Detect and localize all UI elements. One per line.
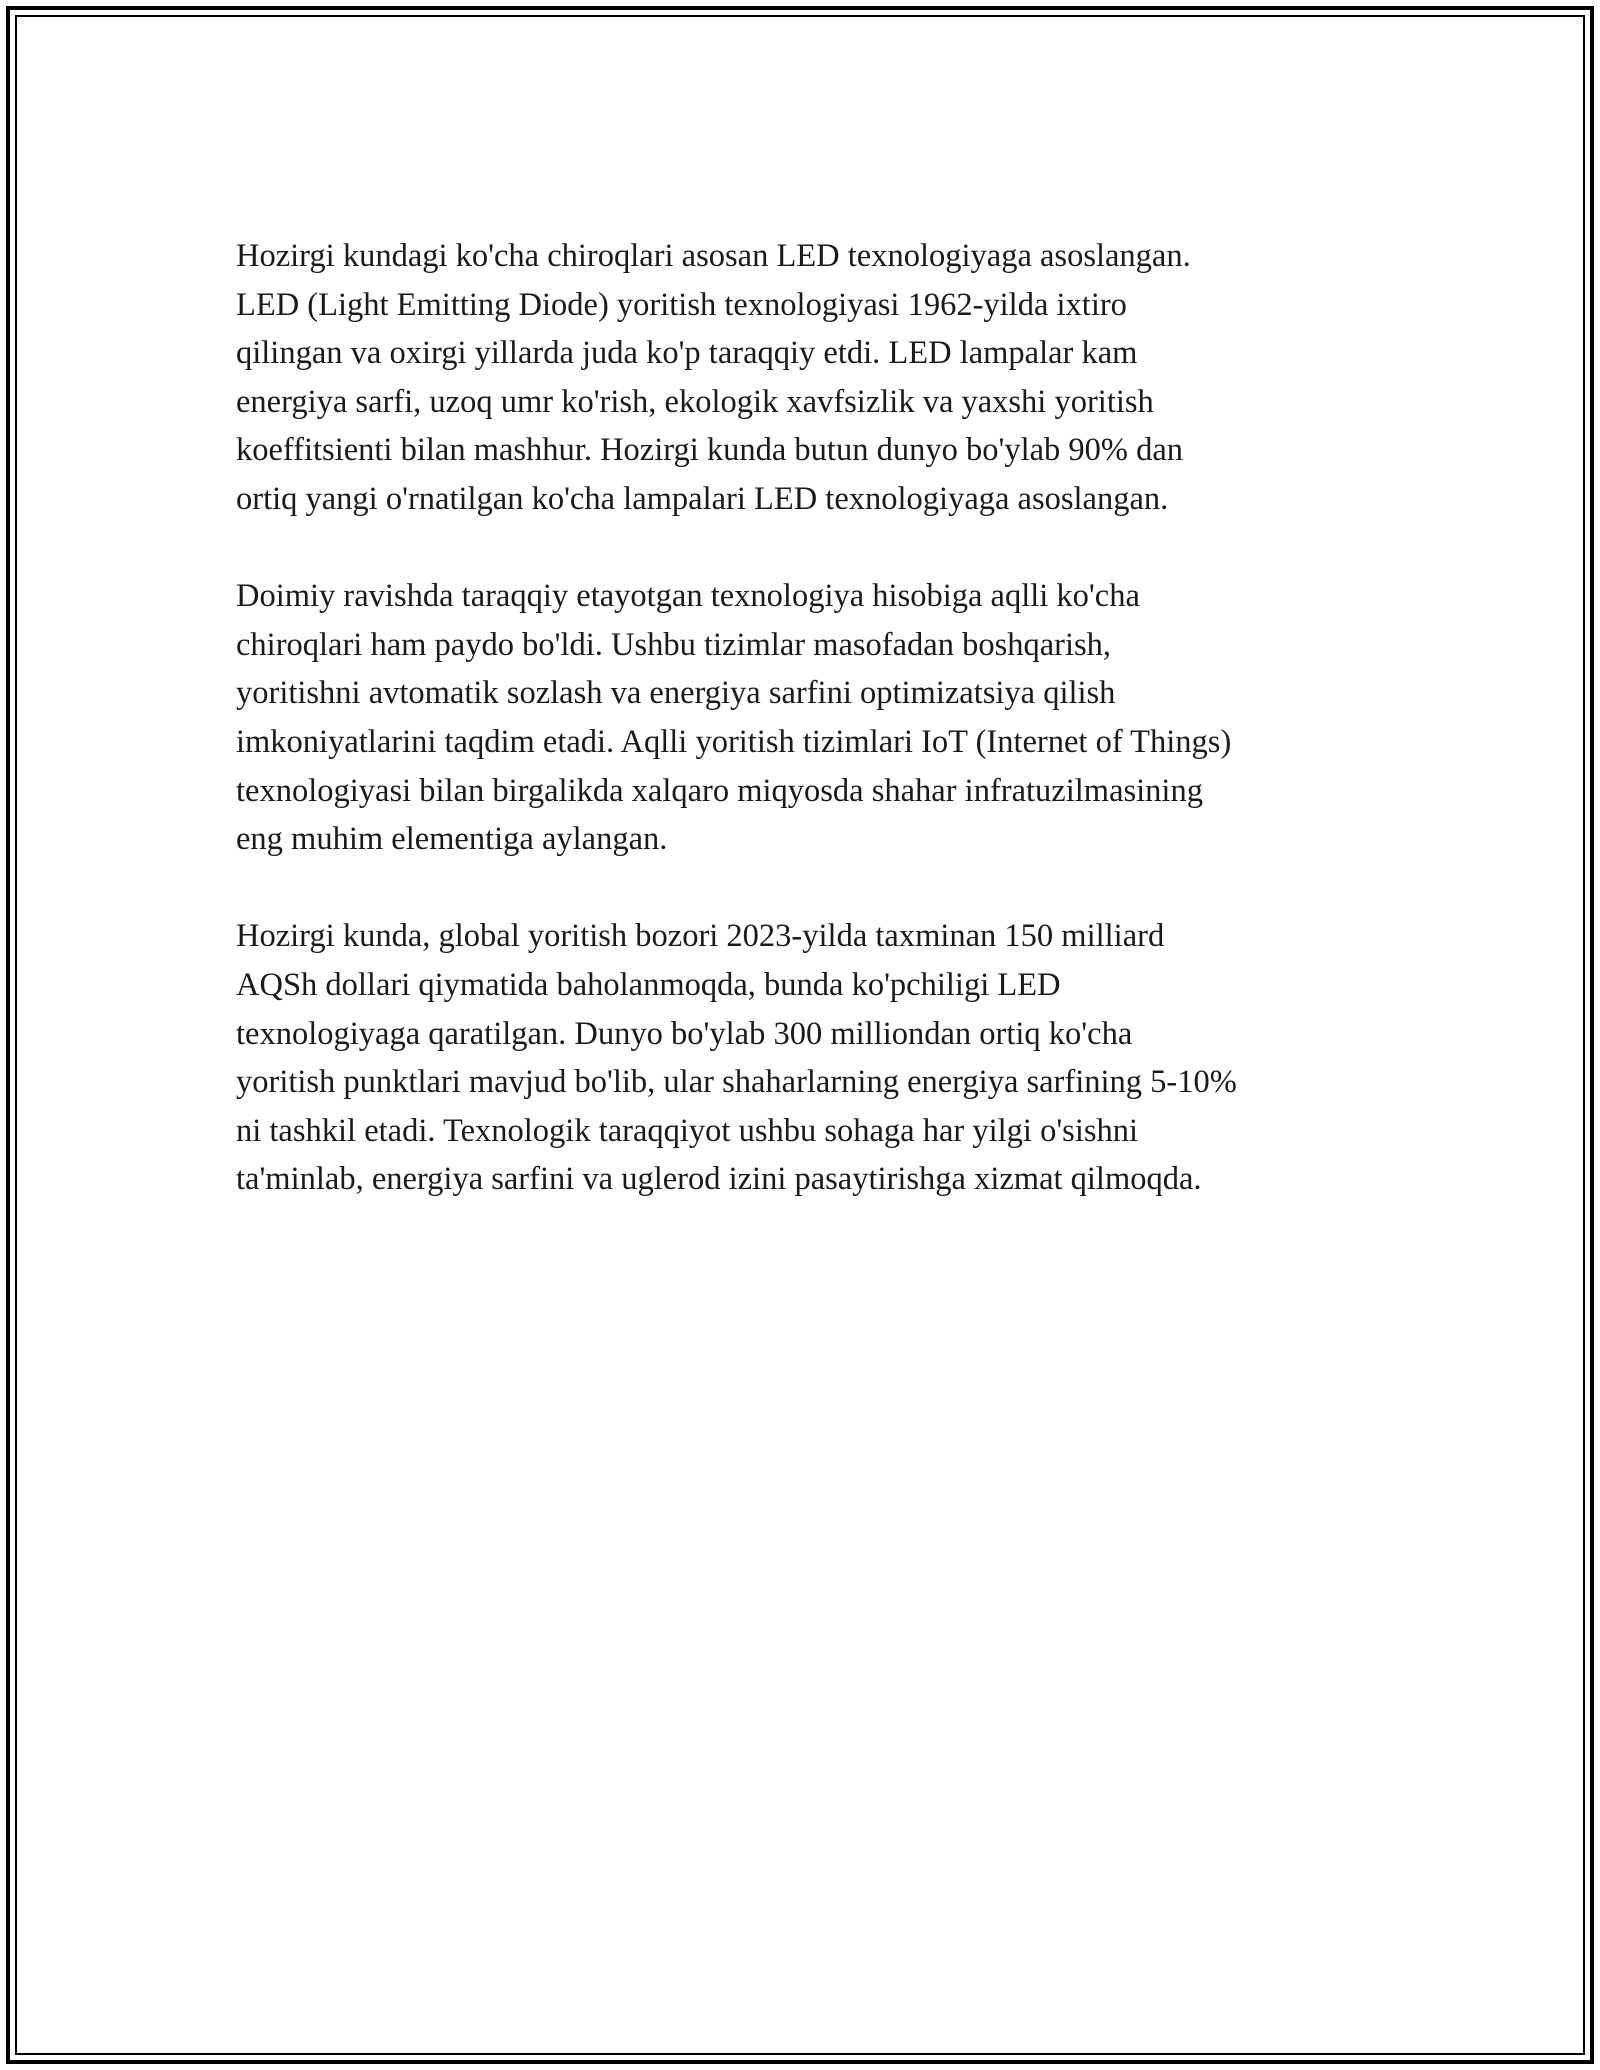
text-line: imkoniyatlarini taqdim etadi. Aqlli yoritish tizimlari IoT (Internet of Things): [236, 723, 1232, 760]
text-line: yoritish punktlari mavjud bo'lib, ular shaharlarning energiya sarfining 5-10%: [236, 1064, 1237, 1101]
text-line: eng muhim elementiga aylangan.: [236, 821, 668, 858]
paragraph-global-market: [236, 912, 1396, 1204]
text-line: yoritishni avtomatik sozlash va energiya sarfini optimizatsiya qilish: [236, 675, 1116, 712]
text-line: AQSh dollari qiymatida baholanmoqda, bunda ko'pchiligi LED: [236, 966, 1061, 1003]
text-line: Hozirgi kundagi ko'cha chiroqlari asosan LED texnologiyaga asoslangan.: [236, 238, 1191, 274]
paragraph-led-technology: [236, 232, 1396, 524]
text-line: texnologiyasi bilan birgalikda xalqaro miqyosda shahar infratuzilmasining: [236, 772, 1203, 809]
text-line: energiya sarfi, uzoq umr ko'rish, ekologik xavfsizlik va yaxshi yoritish: [236, 383, 1154, 420]
text-line: ta'minlab, energiya sarfini va uglerod izini pasaytirishga xizmat qilmoqda.: [236, 1161, 1202, 1198]
text-line: Hozirgi kunda, global yoritish bozori 2023-yilda taxminan 150 milliard: [236, 918, 1165, 955]
paragraph-smart-lighting: [236, 572, 1396, 864]
text-line: chiroqlari ham paydo bo'ldi. Ushbu tizimlar masofadan boshqarish,: [236, 626, 1112, 663]
document-body: [236, 232, 1396, 1252]
text-line: ni tashkil etadi. Texnologik taraqqiyot ushbu sohaga har yilgi o'sishni: [236, 1112, 1139, 1149]
text-line: LED (Light Emitting Diode) yoritish texnologiyasi 1962-yilda ixtiro: [236, 286, 1127, 323]
text-line: koeffitsienti bilan mashhur. Hozirgi kunda butun dunyo bo'ylab 90% dan: [236, 432, 1184, 469]
text-line: texnologiyaga qaratilgan. Dunyo bo'ylab 300 milliondan ortiq ko'cha: [236, 1015, 1133, 1052]
text-line: ortiq yangi o'rnatilgan ko'cha lampalari LED texnologiyaga asoslangan.: [236, 480, 1169, 517]
text-line: Doimiy ravishda taraqqiy etayotgan texnologiya hisobiga aqlli ko'cha: [236, 578, 1140, 615]
text-line: qilingan va oxirgi yillarda juda ko'p taraqqiy etdi. LED lampalar kam: [236, 335, 1138, 372]
